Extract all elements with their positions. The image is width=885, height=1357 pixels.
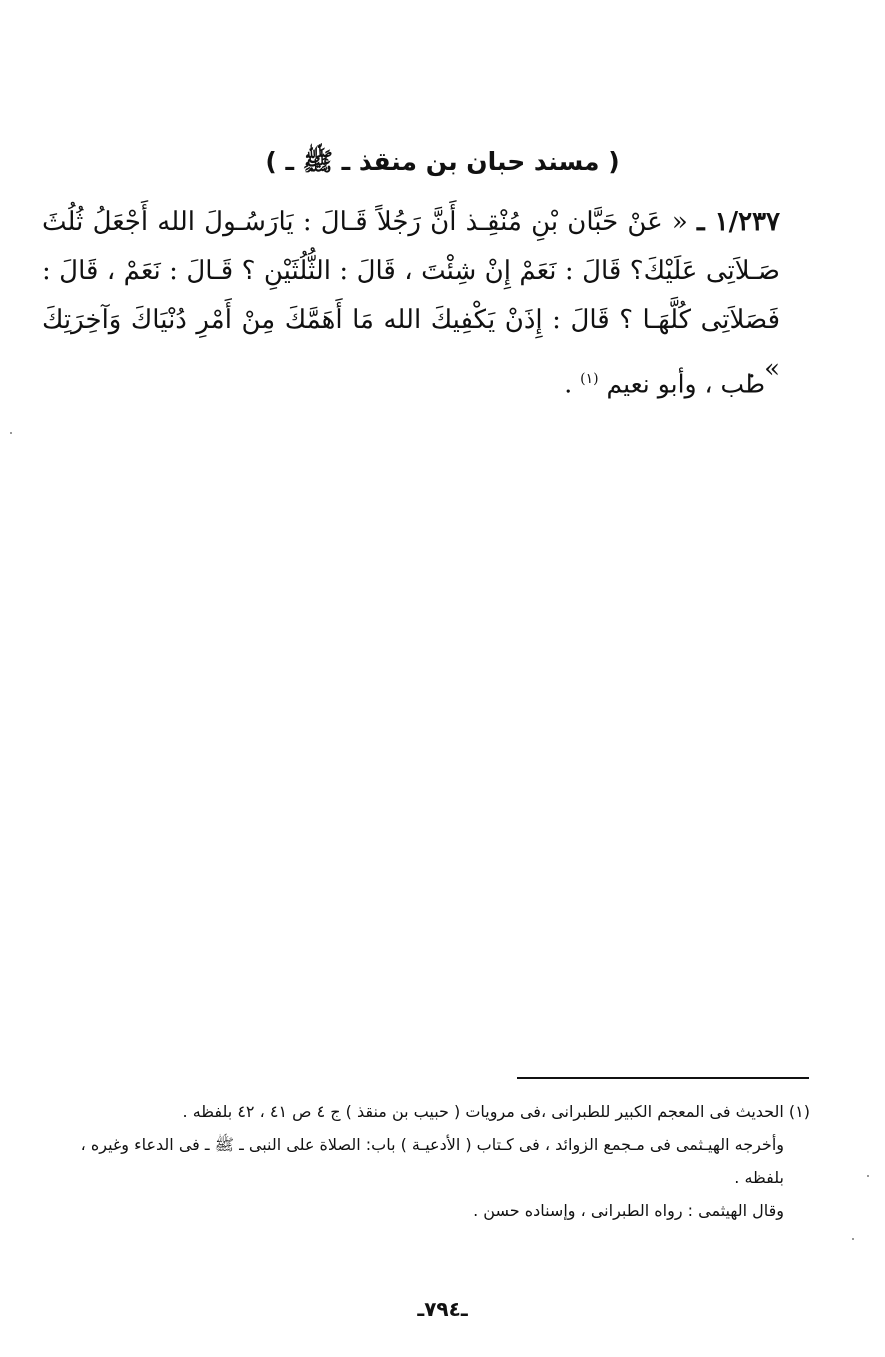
source-end: . xyxy=(564,369,573,399)
hadith-text: « عَنْ حَبَّان بْنِ مُنْقِـذ أَنَّ رَجُلاً قَـالَ : يَارَسُـولَ الله أَجْعَلُ ثُلُثَ صَـلاَتِى عَلَيْكَ؟ قَالَ : نَعَمْ إِنْ شِئْتَ ، قَالَ : الثُّلُثَيْنِ ؟ قَـالَ : نَعَمْ ، قَالَ : فَصَلاَتِى كُلَّهَـا ؟ قَالَ : إِذَنْ يَكْفِيكَ الله مَا أَهَمَّكَ مِنْ أَمْرِ دُنْيَاكَ وَآخِرَتِكَ » . xyxy=(42,207,780,384)
footnote-reference: (١) xyxy=(580,371,599,387)
page-number: ـ٧٩٤ـ xyxy=(417,1297,468,1321)
scan-speck xyxy=(852,1238,854,1240)
footnotes xyxy=(40,1095,810,1227)
hadith-number: ١/٢٣٧ ـ xyxy=(697,207,781,237)
hadith-source xyxy=(564,362,765,401)
scan-speck xyxy=(10,432,12,434)
section-title: ( مسند حبان بن منقذ ـ ﷺ ـ ) xyxy=(265,147,620,176)
footnote-item: (١) الحديث فى المعجم الكبير للطبرانى ،فى مرويات ( حبيب بن منقذ ) ج ٤ ص ٤١ ، ٤٢ بلفظه . xyxy=(182,1102,810,1121)
footnote-item: وأخرجه الهيـثمى فى مـجمع الزوائد ، فى كـتاب ( الأدعيـة ) باب: الصلاة على النبى ـ ﷺ ـ فى الدعاء وغيره ، بلفظه . xyxy=(80,1135,784,1187)
source-text: طب ، وأبو نعيم xyxy=(606,369,765,399)
footnote-item: وقال الهيثمى : رواه الطبرانى ، وإسناده حسن . xyxy=(473,1201,784,1220)
scan-speck xyxy=(867,1175,869,1177)
footnote-divider xyxy=(517,1077,809,1079)
